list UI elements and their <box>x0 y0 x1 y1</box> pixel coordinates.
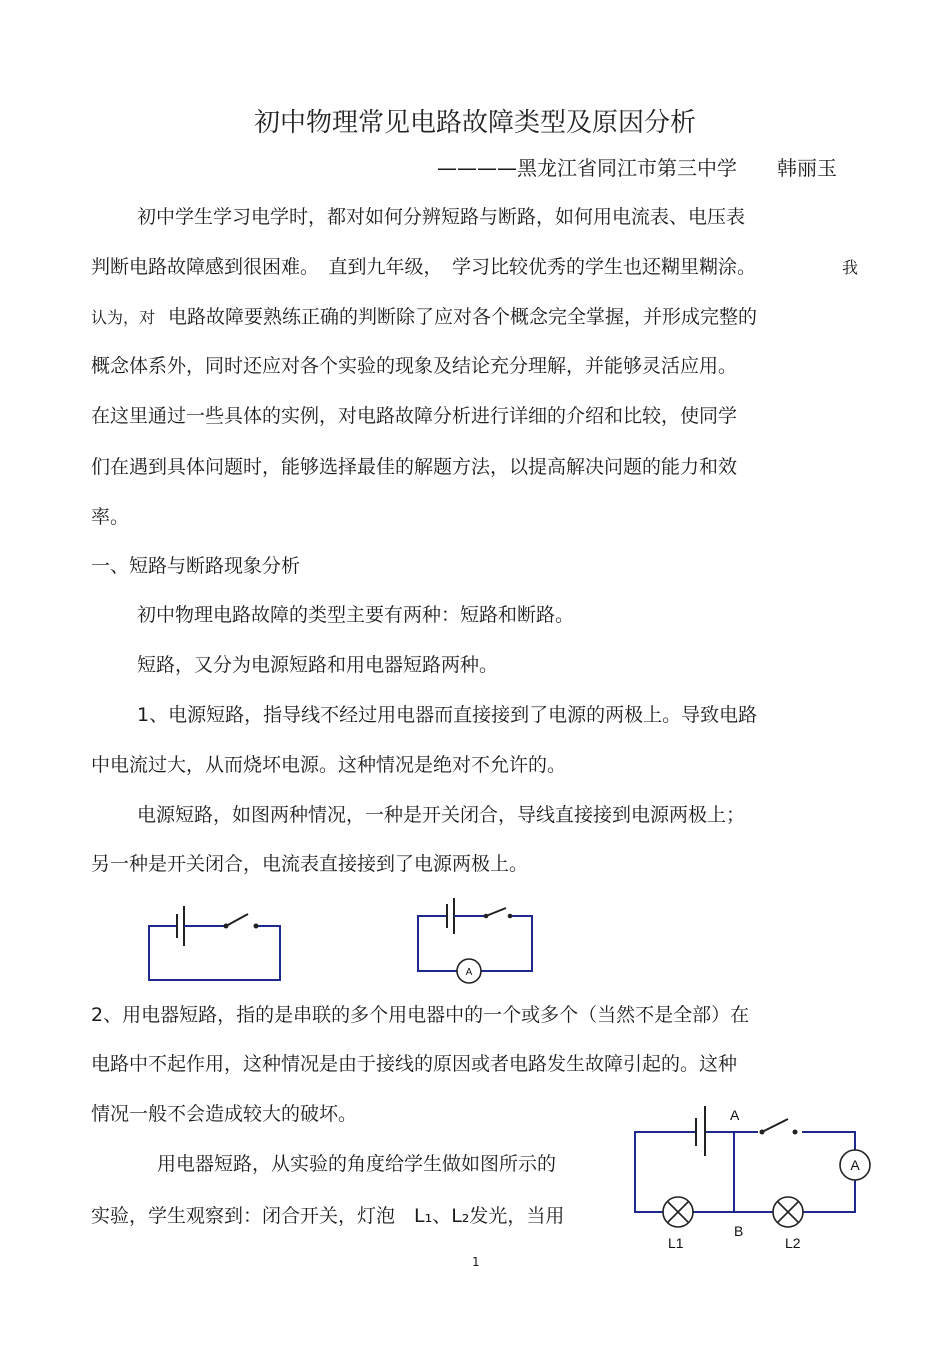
para-load-short-1: 2、用电器短路，指的是串联的多个用电器中的一个或多个（当然不是全部）在 <box>91 1004 750 1026</box>
para-experiment-1: 用电器短路，从实验的角度给学生做如图所示的 <box>157 1153 557 1175</box>
para-short-types: 短路，又分为电源短路和用电器短路两种。 <box>137 654 499 676</box>
ammeter-label: A <box>850 1157 860 1173</box>
intro-line-7: 率。 <box>91 506 130 528</box>
page-title: 初中物理常见电路故障类型及原因分析 <box>253 108 696 138</box>
ammeter-label: A <box>465 967 473 978</box>
intro-line-2: 判断电路故障感到很困难。 直到九年级， 学习比较优秀的学生也还糊里糊涂。 <box>91 256 757 278</box>
intro-line-1: 初中学生学习电学时，都对如何分辨短路与断路，如何用电流表、电压表 <box>137 206 746 228</box>
node-label-a: A <box>730 1107 740 1123</box>
intro-line-5: 在这里通过一些具体的实例，对电路故障分析进行详细的介绍和比较，使同学 <box>91 405 738 427</box>
para-source-short-1: 1、电源短路，指导线不经过用电器而直接接到了电源的两极上。导致电路 <box>137 704 758 726</box>
author-line: ————黑龙江省同江市第三中学 韩丽玉 <box>437 156 837 180</box>
para-load-short-3: 情况一般不会造成较大的破坏。 <box>91 1103 358 1125</box>
para-fault-types: 初中物理电路故障的类型主要有两种：短路和断路。 <box>137 604 575 626</box>
intro-line-3: 电路故障要熟练正确的判断除了应对各个概念完全掌握，并形成完整的 <box>168 306 758 328</box>
para-source-short-3: 电源短路，如图两种情况，一种是开关闭合，导线直接接到电源两极上； <box>137 804 746 826</box>
intro-line-2-tail: 我 <box>842 258 859 277</box>
page-number: 1 <box>472 1255 480 1269</box>
circuit-diagram-source-short <box>140 900 290 985</box>
para-source-short-4: 另一种是开关闭合，电流表直接接到了电源两极上。 <box>91 853 529 875</box>
circuit-diagram-load-short <box>630 1100 880 1260</box>
section-heading-1: 一、短路与断路现象分析 <box>91 555 301 577</box>
para-source-short-2: 中电流过大，从而烧坏电源。这种情况是绝对不允许的。 <box>91 754 567 776</box>
intro-line-4: 概念体系外，同时还应对各个实验的现象及结论充分理解，并能够灵活应用。 <box>91 355 738 377</box>
node-label-b: B <box>734 1223 744 1239</box>
para-load-short-2: 电路中不起作用，这种情况是由于接线的原因或者电路发生故障引起的。这种 <box>91 1053 738 1075</box>
para-experiment-2: 实验，学生观察到：闭合开关，灯泡 L₁、L₂发光，当用 <box>91 1205 565 1227</box>
lamp-label-l1: L1 <box>668 1235 684 1251</box>
circuit-diagram-ammeter-short <box>410 898 540 988</box>
intro-line-6: 们在遇到具体问题时，能够选择最佳的解题方法，以提高解决问题的能力和效 <box>91 456 738 478</box>
lamp-label-l2: L2 <box>785 1235 801 1251</box>
intro-line-3-head: 认为，对 <box>91 308 156 327</box>
